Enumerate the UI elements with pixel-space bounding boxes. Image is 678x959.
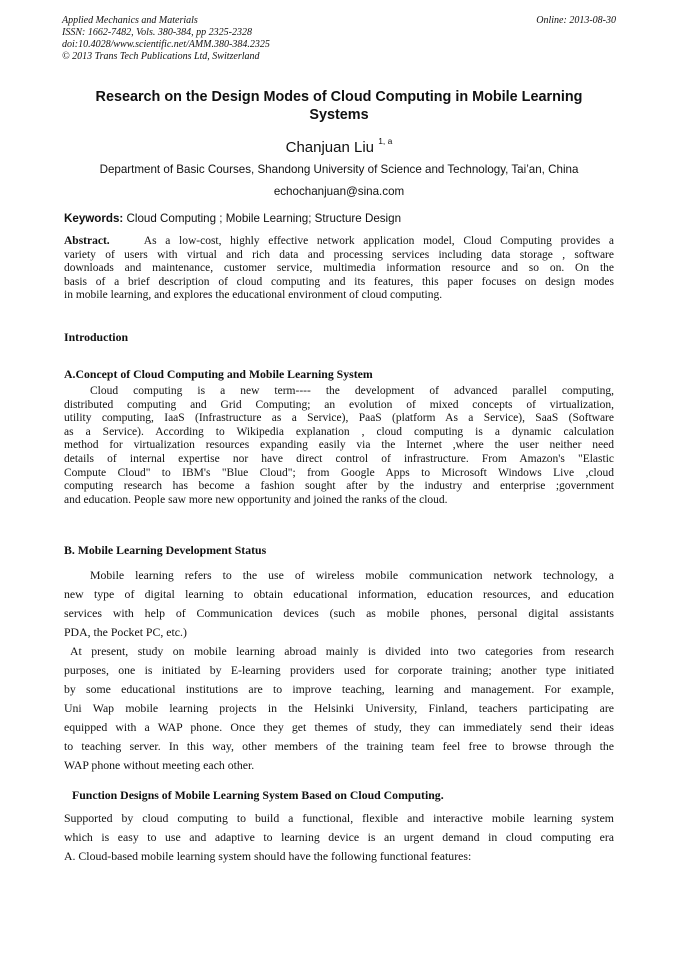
body-line: Compute Cloud" to IBM's "Blue Cloud"; from Google Apps to Microsoft Windows Live ,cloud [64, 466, 614, 479]
title-line-1: Research on the Design Modes of Cloud Computing in Mobile Learning [95, 89, 583, 105]
body-line: method for virtualization resources expanding easily via the Internet ,where the user neither need [64, 439, 614, 452]
body-line: by some educational institutions are to improve teaching, learning and management. For example, [64, 682, 614, 696]
section-b-body [64, 566, 614, 775]
section-c-body [64, 809, 614, 866]
abstract-line: Abstract. As a low-cost, highly effective network application model, Cloud Computing provides a [64, 235, 614, 247]
author [0, 136, 678, 157]
author-email: echochanjuan@sina.com [273, 185, 405, 198]
body-line: distributed computing and Grid Computing; an evolution of mixed concepts of virtualization, [64, 398, 614, 411]
body-line: Cloud computing is a new term---- the development of advanced parallel computing, [90, 385, 614, 397]
introduction-heading: Introduction [64, 330, 129, 344]
abstract-label: Abstract. [64, 235, 110, 247]
online-date: Online: 2013-08-30 [536, 15, 616, 26]
body-line: as a Service). According to Wikipedia explanation , cloud computing is a dynamic calculation [64, 425, 614, 438]
title-line-2: Systems [309, 107, 369, 123]
body-line: Uni Wap mobile learning projects in the Helsinki University, Finland, teachers participating are [64, 701, 614, 715]
body-line: utility computing, IaaS (Infrastructure as a Service), PaaS (platform As a Service), SaaS (Software [64, 412, 614, 425]
journal-name: Applied Mechanics and Materials [62, 15, 198, 26]
body-line: WAP phone without meeting each other. [64, 758, 255, 772]
paper-title [40, 88, 638, 124]
body-line: A. Cloud-based mobile learning system should have the following functional features: [64, 849, 472, 863]
body-line: to teaching server. In this way, other members of the training team feel free to browse through the [64, 739, 614, 753]
journal-header [62, 15, 617, 63]
keywords-text: Cloud Computing ; Mobile Learning; Structure Design [123, 212, 402, 225]
body-line: which is easy to use and adaptive to learning device is an urgent demand in cloud computing era [64, 830, 614, 844]
section-a-heading: A.Concept of Cloud Computing and Mobile Learning System [64, 367, 373, 381]
body-line: details of internal expertise nor have direct control of infrastructure. From Amazon's "Elastic [64, 452, 614, 465]
keywords-label: Keywords: [64, 212, 124, 225]
section-c-heading: Function Designs of Mobile Learning System Based on Cloud Computing. [72, 788, 444, 802]
body-line: computing research has become a fashion sought after by the industry and enterprise ;government [64, 480, 614, 493]
body-line: services with help of Communication devices (such as mobile phones, personal digital assistants [64, 606, 614, 620]
body-line: purposes, one is initiated by E-learning providers used for corporate training; another type initiated [64, 663, 614, 677]
abstract-line: downloads and maintenance, customer service, multimedia information resource and so on. On the [64, 262, 614, 275]
journal-copyright: © 2013 Trans Tech Publications Ltd, Switzerland [62, 51, 260, 62]
body-line: equipped with a WAP phone. Once they get themes of study, they can immediately send their ideas [64, 720, 614, 734]
body-line: Supported by cloud computing to build a functional, flexible and interactive mobile learning system [64, 811, 614, 825]
body-line: new type of digital learning to obtain educational information, education resources, and education [64, 587, 614, 601]
abstract [64, 235, 614, 303]
body-line: and education. People saw more new opportunity and joined the ranks of the cloud. [64, 493, 448, 506]
journal-doi: doi:10.4028/www.scientific.net/AMM.380-384.2325 [62, 39, 270, 50]
journal-issn: ISSN: 1662-7482, Vols. 380-384, pp 2325-2328 [62, 27, 252, 38]
section-a-body [64, 385, 614, 507]
affiliation: Department of Basic Courses, Shandong University of Science and Technology, Tai’an, China [99, 163, 579, 176]
author-name: Chanjuan Liu [285, 139, 375, 156]
abstract-line: variety of users with virtual and rich data and processing services including data storage , software [64, 248, 614, 261]
abstract-line: in mobile learning, and explores the educational environment of cloud computing. [64, 289, 443, 302]
body-line: Mobile learning refers to the use of wireless mobile communication network technology, a [90, 568, 614, 582]
body-line: PDA, the Pocket PC, etc.) [64, 625, 187, 639]
keywords [64, 212, 401, 226]
author-affil-mark: 1, a [378, 136, 393, 146]
section-b-heading: B. Mobile Learning Development Status [64, 543, 267, 557]
body-line: At present, study on mobile learning abroad mainly is divided into two categories from research [70, 644, 614, 658]
abstract-line: basis of a brief description of cloud computing and its features, this paper focuses on design modes [64, 275, 614, 288]
